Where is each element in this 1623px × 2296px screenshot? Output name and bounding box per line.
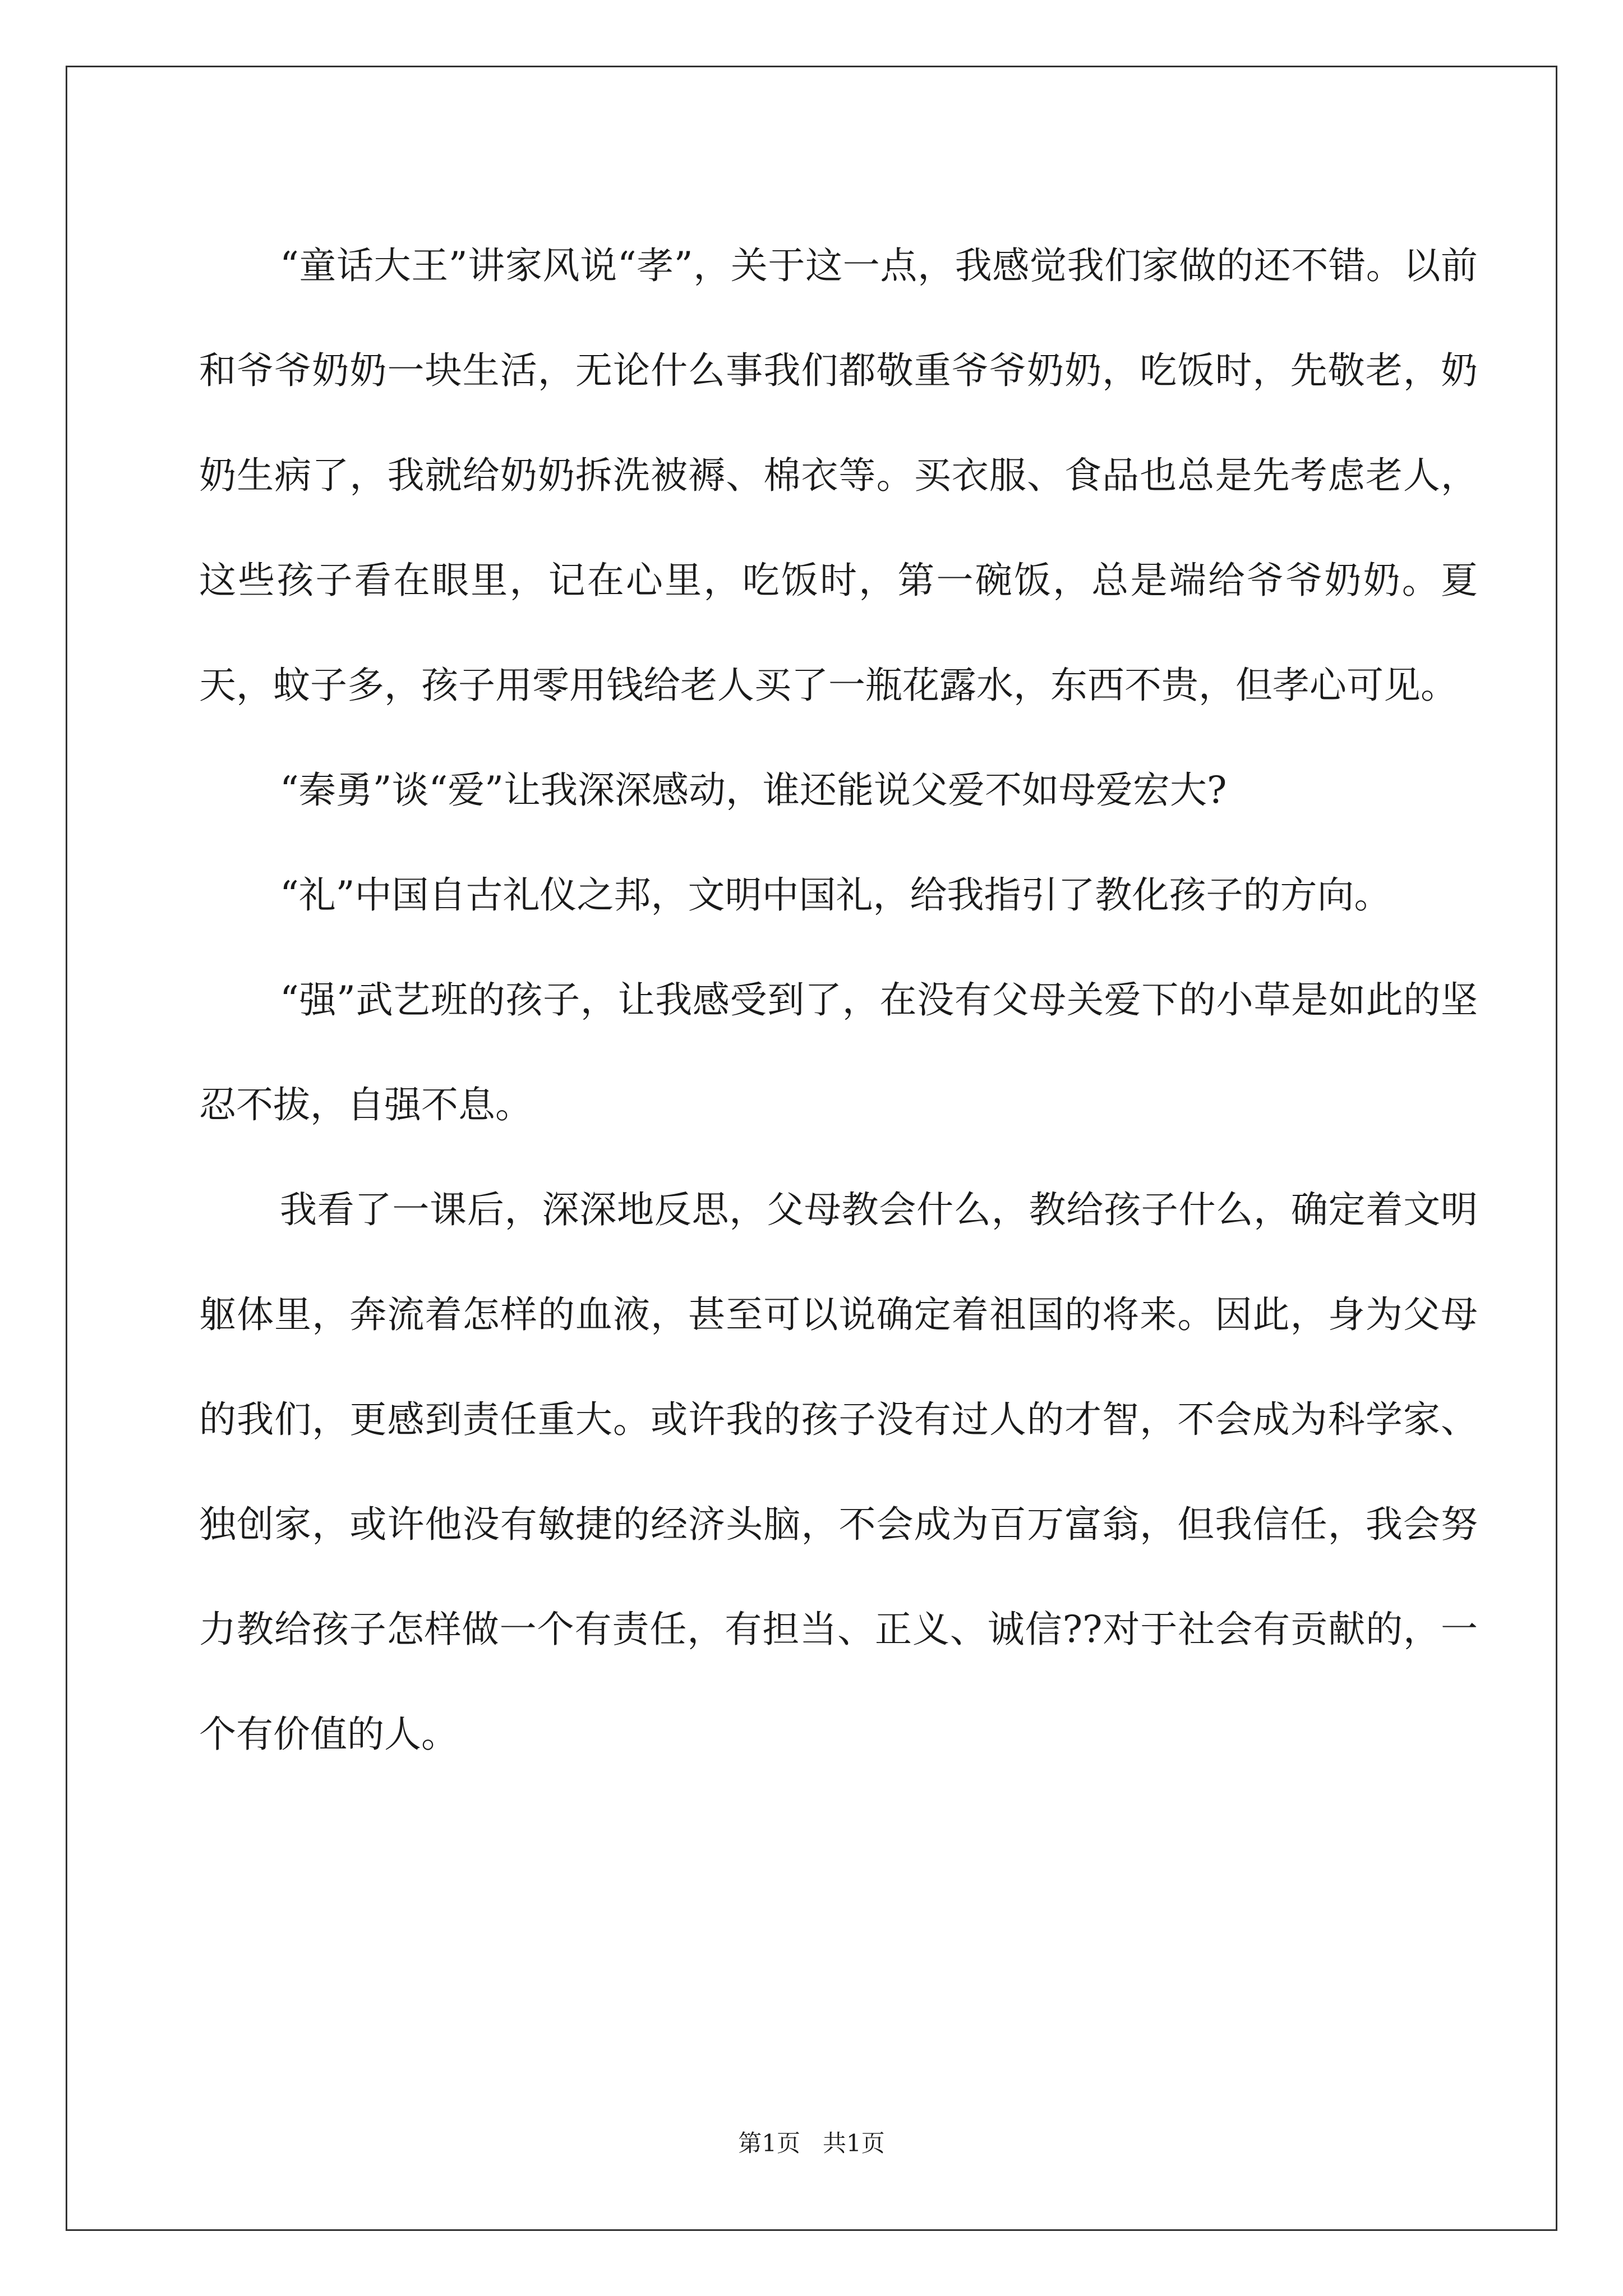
paragraph-3: “礼”中国自古礼仪之邦，文明中国礼，给我指引了教化孩子的方向。 [280, 873, 1391, 917]
document-body [199, 213, 1478, 1787]
page-footer [0, 2125, 1623, 2159]
paragraph-1: “童话大王”讲家风说“孝”，关于这一点，我感觉我们家做的还不错。以前和爷爷奶奶一块生活，无论什么事我们都敬重爷爷奶奶，吃饭时，先敬老，奶奶生病了，我就给奶奶拆洗被褥、棉衣等。买衣服、食品也总是先考虑老人，这些孩子看在眼里，记在心里，吃饭时，第一碗饭，总是端给爷爷奶奶。夏天，蚊子多，孩子用零用钱给老人买了一瓶花露水，东西不贵，但孝心可见。 [199, 244, 1478, 707]
paragraph-5: 我看了一课后，深深地反思，父母教会什么，教给孩子什么，确定着文明躯体里，奔流着怎样的血液，甚至可以说确定着祖国的将来。因此，身为父母的我们，更感到责任重大。或许我的孩子没有过人的才智，不会成为科学家、独创家，或许他没有敏捷的经济头脑，不会成为百万富翁，但我信任，我会努力教给孩子怎样做一个有责任，有担当、正义、诚信??对于社会有贡献的，一个有价值的人。 [199, 1188, 1478, 1756]
paragraph-2: “秦勇”谈“爱”让我深深感动，谁还能说父爱不如母爱宏大? [280, 769, 1227, 812]
paragraph-4: “强”武艺班的孩子，让我感受到了，在没有父母关爱下的小草是如此的坚忍不拔，自强不息。 [199, 978, 1478, 1126]
page-number: 第1页 共1页 [738, 2129, 885, 2157]
